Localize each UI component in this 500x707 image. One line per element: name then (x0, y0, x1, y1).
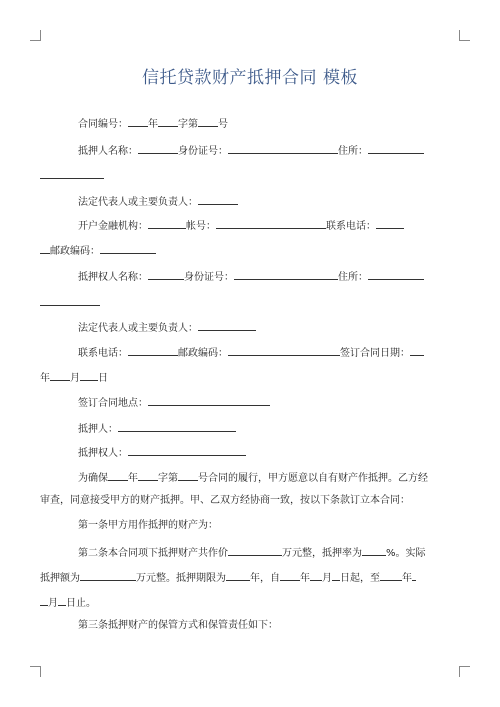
text: 合同的履行，甲方愿意以自有财产作抵押。乙方经 (208, 473, 428, 484)
postcode-line (40, 242, 156, 259)
text: 审查，同意接受甲方的财产抵押。甲、乙双方经协商一致，按以下条款订立本合同： (40, 495, 410, 506)
blank[interactable] (198, 319, 256, 331)
blank[interactable] (410, 344, 424, 356)
text: 年 (40, 373, 50, 384)
account-label: 帐号： (186, 221, 216, 232)
id-label: 身份证号： (184, 272, 234, 283)
corner-mark-bottom-right (459, 666, 470, 677)
text: 万元整，抵押率为 (282, 548, 362, 559)
paragraph-intro (78, 469, 428, 486)
blank[interactable] (376, 217, 404, 229)
blank[interactable] (40, 594, 48, 606)
text: 第二条本合同项下抵押财产共作价 (78, 548, 228, 559)
blank[interactable] (40, 242, 50, 254)
sign-place-line (78, 394, 270, 411)
blank[interactable] (148, 394, 270, 406)
contract-number-label: 合同编号： (78, 119, 128, 130)
blank[interactable] (158, 115, 178, 127)
text: 第三条抵押财产的保管方式和保管责任如下： (78, 620, 278, 631)
text: 第一条甲方用作抵押的财产为： (78, 520, 218, 531)
phone-label: 联系电话： (326, 221, 376, 232)
blank[interactable] (80, 369, 98, 381)
postcode-label: 邮政编码： (178, 348, 228, 359)
text: 月 (70, 373, 80, 384)
text: 年 (402, 573, 412, 584)
blank[interactable] (228, 544, 282, 556)
blank[interactable] (108, 469, 128, 481)
sign-place-label: 签订合同地点： (78, 398, 148, 409)
contact-line (78, 344, 424, 361)
mortgagor-name-label: 抵押人名称： (78, 146, 138, 157)
paragraph-intro-cont (40, 494, 410, 508)
blank[interactable] (362, 544, 386, 556)
blank[interactable] (198, 193, 238, 205)
corner-mark-bottom-left (30, 666, 41, 677)
blank[interactable] (332, 569, 340, 581)
article-2-end (40, 594, 96, 611)
article-3 (78, 619, 278, 633)
text: 年，自 (250, 573, 280, 584)
text: 字第 (178, 119, 198, 130)
blank[interactable] (228, 344, 340, 356)
blank[interactable] (50, 369, 70, 381)
text: 月 (48, 598, 58, 609)
mortgagor-label: 抵押人： (78, 424, 118, 435)
mortgagor-info-line (78, 142, 424, 159)
mortgagee-info-line (78, 268, 424, 285)
blank[interactable] (280, 569, 300, 581)
blank[interactable] (128, 344, 178, 356)
blank[interactable] (138, 142, 178, 154)
legal-rep-label: 法定代表人或主要负责人： (78, 197, 198, 208)
text: 月 (322, 573, 332, 584)
document-title: 信托贷款财产抵押合同 模板 (142, 68, 358, 88)
blank[interactable] (118, 420, 236, 432)
blank[interactable] (128, 444, 246, 456)
blank[interactable] (178, 469, 198, 481)
continuation-line (40, 294, 100, 311)
blank[interactable] (412, 569, 416, 581)
address-label: 住所： (338, 146, 368, 157)
id-label: 身份证号： (178, 146, 228, 157)
text: 日 (98, 373, 108, 384)
mortgagee-label: 抵押权人： (78, 448, 128, 459)
text: 年 (148, 119, 158, 130)
blank[interactable] (380, 569, 402, 581)
text: 年 (300, 573, 310, 584)
date-line (40, 369, 108, 386)
blank[interactable] (368, 142, 424, 154)
article-2-cont (40, 569, 416, 586)
mortgagee-sign-line (78, 444, 246, 461)
sign-date-label: 签订合同日期： (340, 348, 410, 359)
bank-label: 开户金融机构： (78, 221, 148, 232)
blank[interactable] (128, 115, 148, 127)
mortgagor-sign-line (78, 420, 236, 437)
blank[interactable] (234, 268, 338, 280)
text: 日起，至 (340, 573, 380, 584)
text: 号 (198, 473, 208, 484)
text: 字第 (158, 473, 178, 484)
postcode-label: 邮政编码： (50, 246, 100, 257)
text: 抵押额为 (40, 573, 80, 584)
blank[interactable] (40, 167, 104, 179)
address-label: 住所： (338, 272, 368, 283)
text: 年 (128, 473, 138, 484)
blank[interactable] (216, 217, 326, 229)
text: 万元整。抵押期限为 (136, 573, 226, 584)
blank[interactable] (226, 569, 250, 581)
blank[interactable] (40, 294, 100, 306)
mortgagee-name-label: 抵押权人名称： (78, 272, 148, 283)
bank-info-line (78, 217, 404, 234)
text: 日止。 (66, 598, 96, 609)
blank[interactable] (310, 569, 322, 581)
text: 为确保 (78, 473, 108, 484)
continuation-line (40, 167, 104, 184)
legal-rep-line-2 (78, 319, 256, 336)
contract-number-line (78, 115, 228, 132)
blank[interactable] (148, 268, 184, 280)
article-1 (78, 519, 218, 533)
blank[interactable] (148, 217, 186, 229)
blank[interactable] (198, 115, 218, 127)
blank[interactable] (368, 268, 424, 280)
legal-rep-line (78, 193, 238, 210)
legal-rep-label: 法定代表人或主要负责人： (78, 323, 198, 334)
phone-label: 联系电话： (78, 348, 128, 359)
blank[interactable] (80, 569, 136, 581)
text: 号 (218, 119, 228, 130)
blank[interactable] (138, 469, 158, 481)
blank[interactable] (228, 142, 338, 154)
blank[interactable] (100, 242, 156, 254)
article-2 (78, 544, 426, 561)
corner-mark-top-left (30, 30, 41, 41)
blank[interactable] (58, 594, 66, 606)
text: %。实际 (386, 548, 426, 559)
corner-mark-top-right (459, 30, 470, 41)
